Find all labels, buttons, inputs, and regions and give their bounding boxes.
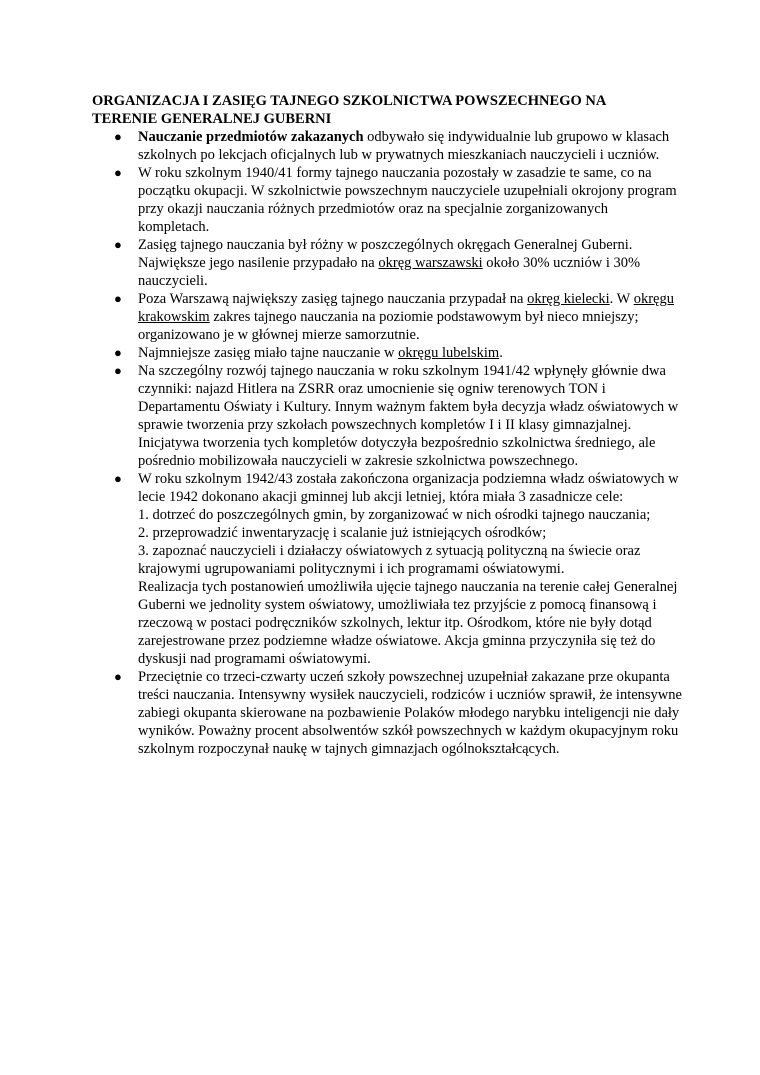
item-text: Poza Warszawą największy zasięg tajnego nauczania przypadał na xyxy=(138,291,528,307)
bullet-icon: ● xyxy=(114,291,122,306)
underlined-term: okręg warszawski xyxy=(378,255,483,271)
title-line: ORGANIZACJA I ZASIĘG TAJNEGO SZKOLNICTWA POWSZECHNEGO NA xyxy=(92,93,607,109)
list-item xyxy=(114,668,682,758)
item-text: W roku szkolnym 1940/41 formy tajnego nauczania pozostały w zasadzie te same, co na początku okupacji. W szkolnictwie powszechnym nauczyciele uzupełniali okrojony program przy okazji nauczania różnych przedmiotów oraz na specjalnie zorganizowanych kompletach. xyxy=(138,165,677,235)
bullet-icon: ● xyxy=(114,237,122,252)
item-text: Zasięg tajnego nauczania był różny w poszczególnych okręgach Generalnej Guberni. Największe jego nasilenie przypadało na xyxy=(138,237,633,271)
document-title xyxy=(92,92,682,128)
underlined-term: okręg kielecki xyxy=(527,291,610,307)
list-item xyxy=(114,290,682,344)
item-lead-bold: Nauczanie przedmiotów zakazanych xyxy=(138,129,364,145)
item-paragraph: Realizacja tych postanowień umożliwiła ujęcie tajnego nauczania na terenie całej Generalnej Guberni we jednolity system oświatowy, umożliwiała tez przyjście z pomocą finansową i rzeczową w postaci podręczników szkolnych, lektur itp. Ośrodkom, które nie były dotąd zarejestrowane przez podziemne władze oświatowe. Akcja gminna przyczyniła się też do dyskusji nad programami oświatowymi. xyxy=(138,579,678,667)
bullet-icon: ● xyxy=(114,129,122,144)
item-text: odbywało się indywidualnie lub grupowo w klasach szkolnych po lekcjach oficjalnych lub w prywatnych mieszkaniach nauczycieli i uczniów. xyxy=(138,129,670,163)
item-paragraph: 2. przeprowadzić inwentaryzację i scalanie już istniejących ośrodków; xyxy=(138,525,547,541)
item-text: około 30% uczniów i 30% nauczycieli. xyxy=(138,255,641,289)
item-text: Najmniejsze zasięg miało tajne nauczanie w xyxy=(138,345,399,361)
item-paragraph: 3. zapoznać nauczycieli i działaczy oświatowych z sytuacją polityczną na świecie oraz krajowymi ugrupowaniami politycznymi i ich programami oświatowymi. xyxy=(138,543,641,577)
list-item xyxy=(114,164,682,236)
bullet-list xyxy=(92,128,682,758)
list-item xyxy=(114,470,682,668)
document-page xyxy=(92,92,682,758)
underlined-term: okręgu lubelskim xyxy=(398,345,500,361)
item-paragraph: 1. dotrzeć do poszczególnych gmin, by zorganizować w nich ośrodki tajnego nauczania; xyxy=(138,507,651,523)
bullet-icon: ● xyxy=(114,165,122,180)
bullet-icon: ● xyxy=(114,471,122,486)
list-item xyxy=(114,362,682,470)
list-item xyxy=(114,344,682,362)
bullet-icon: ● xyxy=(114,669,122,684)
underlined-term: okręgu krakowskim xyxy=(138,291,674,325)
item-text: Na szczególny rozwój tajnego nauczania w roku szkolnym 1941/42 wpłynęły głównie dwa czynniki: najazd Hitlera na ZSRR oraz umocnienie się ogniw terenowych TON i Departamentu Oświaty i Kultury. Innym ważnym faktem była decyzja władz oświatowych w sprawie tworzenia przy szkołach powszechnych kompletów I i II klasy gimnazjalnej. Inicjatywa tworzenia tych kompletów dotyczyła bezpośrednio szkolnictwa średniego, ale pośrednio mobilizowała nauczycieli w zakresie szkolnictwa powszechnego. xyxy=(138,363,679,469)
bullet-icon: ● xyxy=(114,363,122,378)
item-text: zakres tajnego nauczania na poziomie podstawowym był nieco mniejszy; organizowano je w głównej mierze samorzutnie. xyxy=(138,309,639,343)
list-item xyxy=(114,128,682,164)
item-text: Przeciętnie co trzeci-czwarty uczeń szkoły powszechnej uzupełniał zakazane prze okupanta treści nauczania. Intensywny wysiłek nauczycieli, rodziców i uczniów sprawił, że intensywne zabiegi okupanta skierowane na pozbawienie Polaków młodego narybku inteligencji nie dały wyników. Poważny procent absolwentów szkół powszechnych w każdym okupacyjnym roku szkolnym rozpoczynał naukę w tajnych gimnazjach ogólnokształcących. xyxy=(138,669,682,757)
bullet-icon: ● xyxy=(114,345,122,360)
title-line: TERENIE GENERALNEJ GUBERNI xyxy=(92,111,332,127)
item-text: . W xyxy=(609,291,634,307)
list-item xyxy=(114,236,682,290)
item-paragraph: W roku szkolnym 1942/43 została zakończona organizacja podziemna władz oświatowych w lecie 1942 dokonano akacji gminnej lub akcji letniej, która miała 3 zasadnicze cele: xyxy=(138,471,679,505)
item-text: . xyxy=(499,345,503,361)
